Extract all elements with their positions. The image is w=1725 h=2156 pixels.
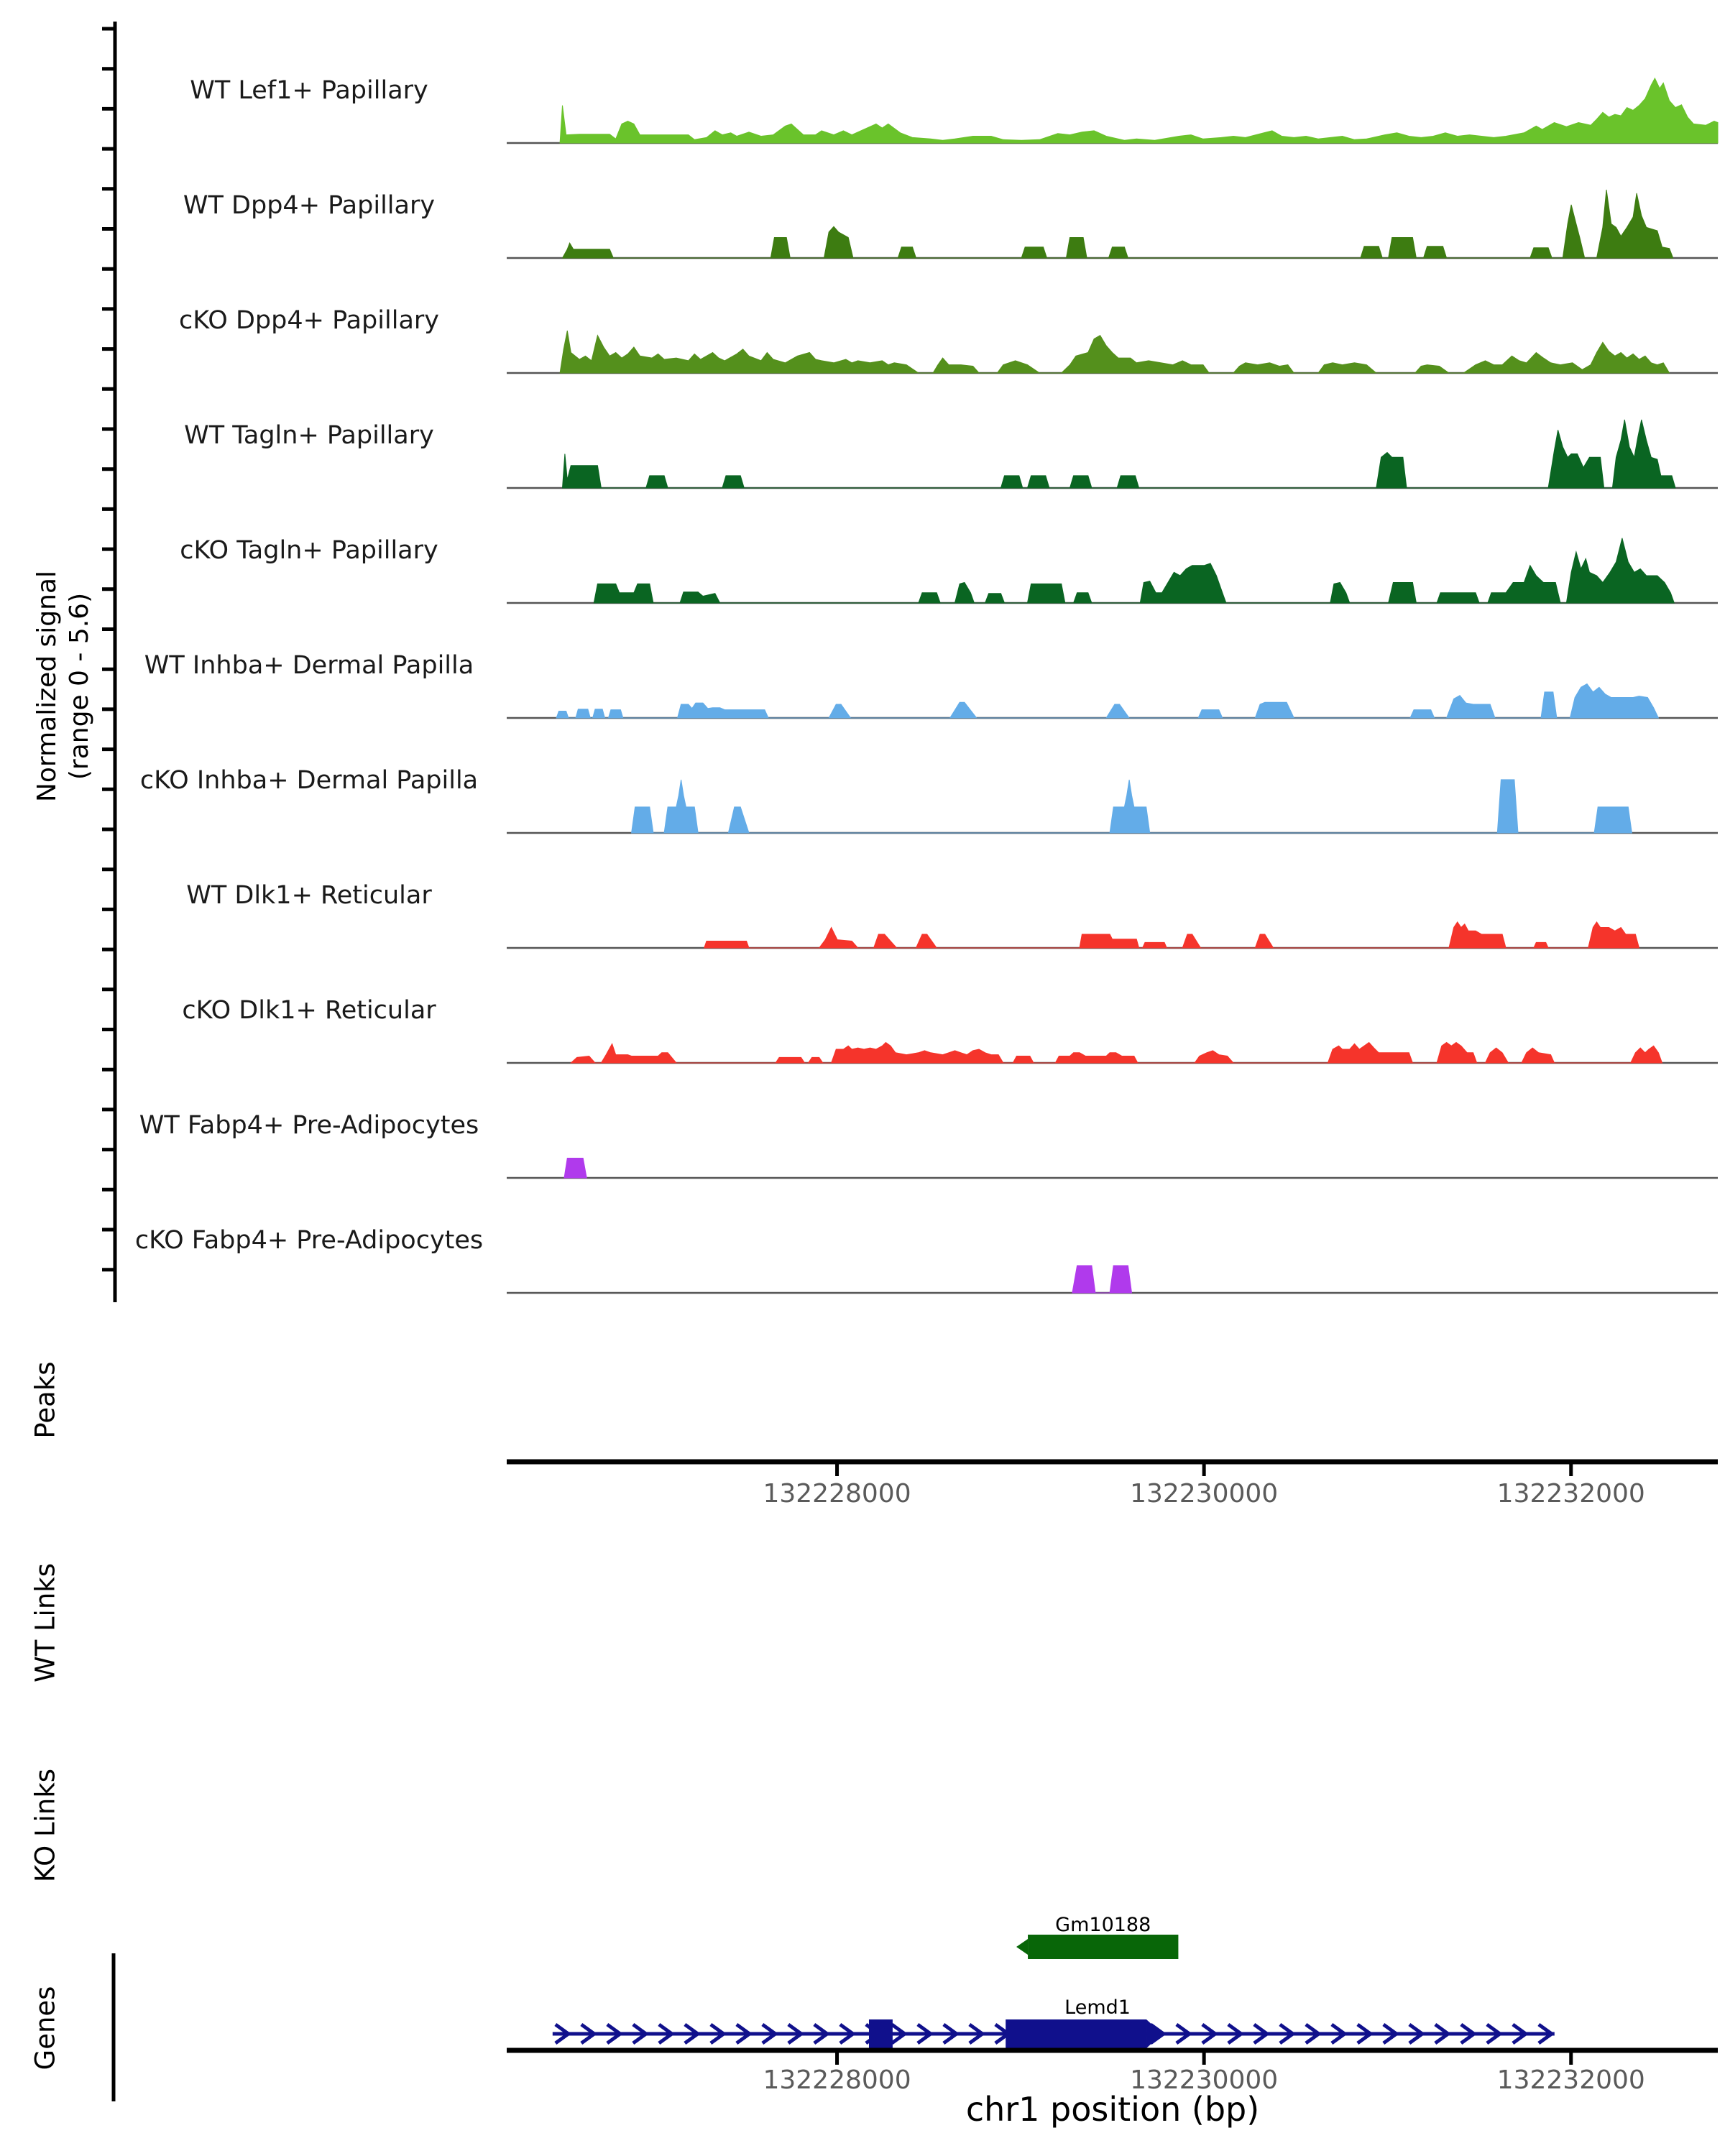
track-label-6: cKO Inhba+ Dermal Papilla	[139, 766, 479, 795]
axis-tick-label-132228000: 132228000	[763, 2065, 911, 2095]
gene-label-lemd1: Lemd1	[1064, 1996, 1131, 2019]
track-signal-2	[507, 302, 1718, 376]
track-signal-9	[507, 1107, 1718, 1181]
axis-tick-label-132230000: 132230000	[1130, 2065, 1279, 2095]
track-label-10: cKO Fabp4+ Pre-Adipocytes	[134, 1226, 484, 1255]
axis-tick-label-132230000: 132230000	[1130, 1479, 1279, 1508]
axis-tick-label-132232000: 132232000	[1496, 2065, 1645, 2095]
track-label-3: WT Tagln+ Papillary	[184, 421, 434, 450]
track-signal-6	[507, 762, 1718, 836]
axis-tick-label-132228000: 132228000	[763, 1479, 911, 1508]
track-label-2: cKO Dpp4+ Papillary	[179, 306, 439, 335]
section-label-ko-links: KO Links	[29, 1768, 61, 1883]
track-signal-4	[507, 532, 1718, 606]
track-signal-3	[507, 417, 1718, 491]
section-label-genes: Genes	[29, 1986, 61, 2070]
track-signal-10	[507, 1222, 1718, 1296]
gene-track	[0, 1904, 1725, 2063]
track-signal-7	[507, 877, 1718, 951]
track-label-8: cKO Dlk1+ Reticular	[182, 996, 436, 1025]
axis-tick-label-132232000: 132232000	[1496, 1479, 1645, 1508]
x-axis-title: chr1 position (bp)	[965, 2090, 1260, 2129]
track-signal-5	[507, 647, 1718, 721]
track-label-7: WT Dlk1+ Reticular	[186, 881, 432, 910]
track-signal-0	[507, 72, 1718, 146]
section-label-peaks: Peaks	[29, 1361, 61, 1439]
track-label-5: WT Inhba+ Dermal Papilla	[144, 651, 474, 680]
track-signal-1	[507, 187, 1718, 261]
track-label-9: WT Fabp4+ Pre-Adipocytes	[139, 1111, 479, 1140]
track-label-0: WT Lef1+ Papillary	[190, 76, 428, 105]
track-label-1: WT Dpp4+ Papillary	[183, 191, 436, 220]
y-axis-label-line1: Normalized signal	[32, 570, 62, 803]
gene-label-gm10188: Gm10188	[1055, 1914, 1151, 1936]
track-label-4: cKO Tagln+ Papillary	[180, 536, 438, 565]
y-axis-label-line2: (range 0 - 5.6)	[65, 592, 94, 780]
track-signal-8	[507, 992, 1718, 1066]
section-label-wt-links: WT Links	[29, 1563, 61, 1682]
